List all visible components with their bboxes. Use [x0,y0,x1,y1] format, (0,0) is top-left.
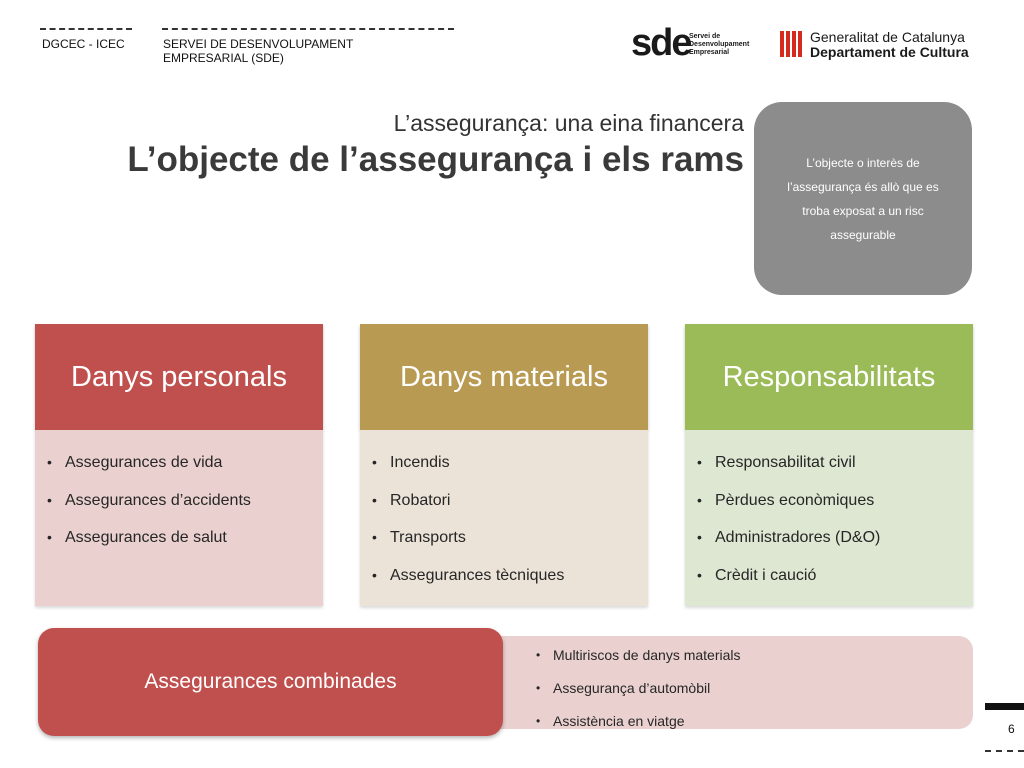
definition-callout [754,102,972,295]
footer-rule [985,750,1024,752]
list-item: • Assegurança d’automòbil [553,672,973,705]
gencat-line2: Departament de Cultura [810,44,969,60]
card-title: Danys personals [35,324,323,430]
list-item: • Assegurances de salut [65,519,323,557]
card-list [360,444,648,594]
list-item: • Assistència en viatge [553,705,973,738]
list-item: • Multiriscos de danys materials [553,639,973,672]
card-responsabilitats [685,324,973,606]
card-list [685,444,973,594]
sde-logo [631,22,756,64]
sde-logo-sub1: Servei de [689,33,721,40]
sde-logo-sub3: Empresarial [689,49,730,56]
sde-logo-subtitle [689,33,749,57]
sde-logo-word: sde [631,22,691,64]
card-title: Responsabilitats [685,324,973,430]
slide-subtitle: L’assegurança: una eina financera [393,110,744,136]
list-item: • Administradores (D&O) [715,519,973,557]
generalitat-logo [778,28,988,64]
header-rule-right [162,28,454,30]
gencat-line1: Generalitat de Catalunya [810,29,965,45]
list-item: • Assegurances d’accidents [65,482,323,520]
list-item: • Transports [390,519,648,557]
slide-title: L’objecte de l’assegurança i els rams [127,140,744,179]
catalan-flag-icon [778,29,804,59]
list-item: • Incendis [390,444,648,482]
list-item: • Pèrdues econòmiques [715,482,973,520]
combined-list-box [470,636,973,729]
list-item: • Assegurances tècniques [390,557,648,595]
combined-list [470,636,973,738]
card-body [360,430,648,606]
list-item: • Assegurances de vida [65,444,323,482]
list-item: • Responsabilitat civil [715,444,973,482]
org-left-label: DGCEC - ICEC [42,37,125,51]
org-right-line1: SERVEI DE DESENVOLUPAMENT [163,37,354,51]
header-rule-left [40,28,132,30]
definition-text: L’objecte o interès de l’assegurança és allò que es troba exposat a un risc assegurable [787,155,939,242]
card-list [35,444,323,557]
card-body [35,430,323,606]
org-right-line2: EMPRESARIAL (SDE) [163,51,284,65]
combined-title-box: Assegurances combinades [38,628,503,736]
list-item: • Robatori [390,482,648,520]
card-title: Danys materials [360,324,648,430]
card-body [685,430,973,606]
page-number: 6 [1008,722,1015,736]
org-right-label [163,37,353,65]
page-bar [985,703,1024,710]
card-danys-personals [35,324,323,606]
list-item: • Crèdit i caució [715,557,973,595]
card-danys-materials [360,324,648,606]
sde-logo-sub2: Desenvolupament [689,41,750,48]
